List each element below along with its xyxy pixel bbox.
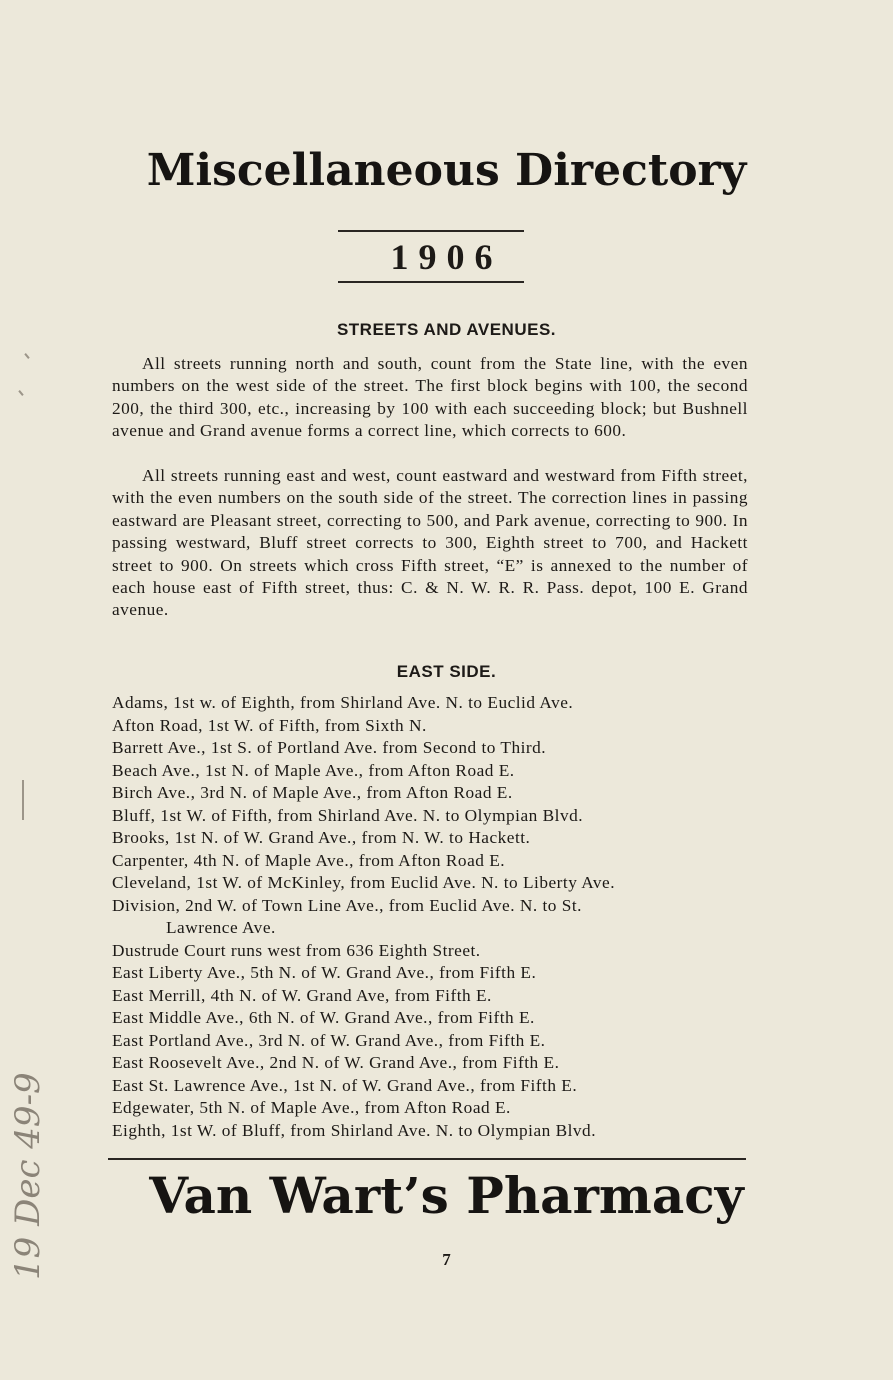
margin-mark bbox=[22, 780, 24, 820]
east-side-heading: EAST SIDE. bbox=[396, 662, 497, 681]
year-heading: 1906 bbox=[390, 237, 503, 277]
page-number: 7 bbox=[442, 1250, 451, 1269]
list-item: Edgewater, 5th N. of Maple Ave., from Afton Road E. bbox=[112, 1098, 511, 1117]
street-directory-list bbox=[112, 692, 752, 1142]
streets-heading: STREETS AND AVENUES. bbox=[336, 320, 557, 339]
list-item: Dustrude Court runs west from 636 Eighth Street. bbox=[112, 940, 481, 960]
list-item: Afton Road, 1st W. of Fifth, from Sixth N. bbox=[112, 715, 427, 735]
numbering-paragraph-2: All streets running east and west, count eastward and westward from Fifth street, with the even numbers on the south side of the street. The correction lines in passing eastward are Pleasant street, correcting to 500, and Park avenue, correcting to 900. In passing westward, Bluff street corrects to 300, Eighth street to 700, and Hackett street to 900. On streets which cross Fifth street, “E” is annexed to the number of each house east of Fifth street, thus: C. & N. W. R. R. Pass. depot, 100 E. Grand avenue. bbox=[112, 466, 748, 620]
list-item: East St. Lawrence Ave., 1st N. of W. Grand Ave., from Fifth E. bbox=[112, 1075, 578, 1095]
list-item: East Merrill, 4th N. of W. Grand Ave, from Fifth E. bbox=[112, 985, 492, 1005]
list-item: East Portland Ave., 3rd N. of W. Grand Ave., from Fifth E. bbox=[112, 1030, 546, 1050]
list-item: Carpenter, 4th N. of Maple Ave., from Afton Road E. bbox=[112, 850, 506, 870]
list-item: East Roosevelt Ave., 2nd N. of W. Grand Ave., from Fifth E. bbox=[112, 1053, 560, 1072]
advertisement-rule bbox=[108, 1158, 746, 1160]
list-item: East Liberty Ave., 5th N. of W. Grand Ave., from Fifth E. bbox=[112, 963, 537, 982]
year-top-rule bbox=[338, 230, 524, 232]
list-item: Division, 2nd W. of Town Line Ave., from Euclid Ave. N. to St. bbox=[112, 895, 582, 915]
list-item: Brooks, 1st N. of W. Grand Ave., from N. W. to Hackett. bbox=[112, 828, 531, 847]
list-item: Beach Ave., 1st N. of Maple Ave., from Afton Road E. bbox=[112, 760, 515, 780]
list-item: Barrett Ave., 1st S. of Portland Ave. from Second to Third. bbox=[112, 738, 547, 757]
margin-mark bbox=[24, 353, 29, 359]
numbering-paragraph-1: All streets running north and south, count from the State line, with the even numbers on the west side of the street. The first block begins with 100, the second 200, the third 300, etc., increasing by 100 with each succeeding block; but Bushnell avenue and Grand avenue forms a correct line, which corrects to 600. bbox=[112, 354, 748, 441]
handwritten-margin-note: 19 Dec 49-9 bbox=[8, 1072, 48, 1280]
page-title: Miscellaneous Directory bbox=[146, 145, 747, 196]
list-item: Adams, 1st w. of Eighth, from Shirland Ave. N. to Euclid Ave. bbox=[112, 693, 574, 712]
list-item: Eighth, 1st W. of Bluff, from Shirland Ave. N. to Olympian Blvd. bbox=[112, 1120, 597, 1140]
year-bottom-rule bbox=[338, 281, 524, 283]
list-item: East Middle Ave., 6th N. of W. Grand Ave., from Fifth E. bbox=[112, 1008, 535, 1027]
margin-mark bbox=[18, 390, 23, 396]
advertisement-banner: Van Wart’s Pharmacy bbox=[149, 1166, 744, 1225]
list-item: Cleveland, 1st W. of McKinley, from Euclid Ave. N. to Liberty Ave. bbox=[112, 873, 616, 892]
list-item: Birch Ave., 3rd N. of Maple Ave., from Afton Road E. bbox=[112, 783, 513, 802]
list-item-continuation: Lawrence Ave. bbox=[166, 918, 276, 937]
list-item: Bluff, 1st W. of Fifth, from Shirland Ave. N. to Olympian Blvd. bbox=[112, 805, 584, 825]
